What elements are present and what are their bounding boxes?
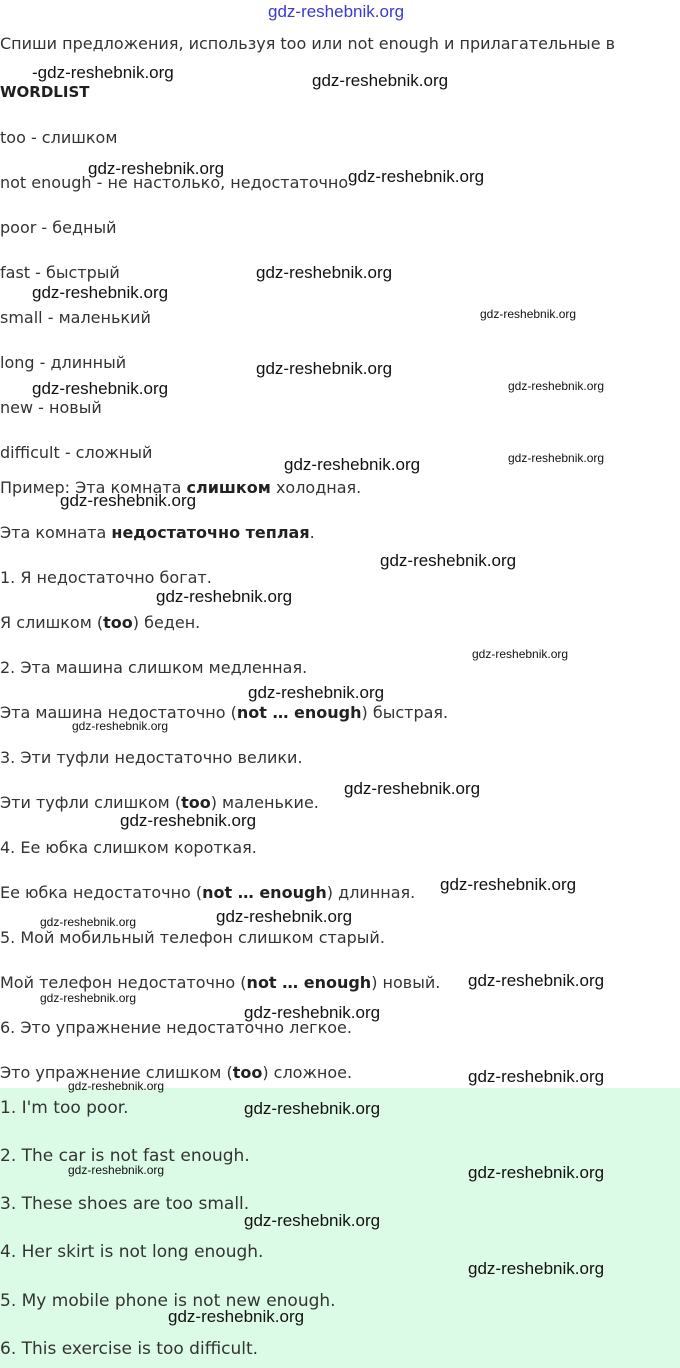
watermark: gdz-reshebnik.org [508,379,605,393]
exercise-answer-post: ) сложное. [262,1063,353,1082]
exercise-answer [0,973,440,993]
exercise-answer-bold: too [103,613,133,632]
watermark: gdz-reshebnik.org [40,991,137,1005]
watermark: gdz-reshebnik.org [72,719,169,733]
watermark: gdz-reshebnik.org [312,71,449,90]
watermark: gdz-reshebnik.org [216,907,353,926]
example-prefix: Пример: Эта комната [0,478,187,497]
watermark: -gdz-reshebnik.org [32,63,174,82]
watermark: gdz-reshebnik.org [120,811,257,830]
exercise-answer-pre: Я слишком ( [0,613,104,632]
exercise-question: 2. Эта машина слишком медленная. [0,658,308,677]
answer-line: 2. The car is not fast enough. [0,1146,250,1166]
instruction-text: Спиши предложения, используя too или not enough и прилагательные в [0,34,616,53]
answer-line: 5. My mobile phone is not new enough. [0,1291,336,1311]
exercise-answer-post: ) новый. [371,973,441,992]
watermark: gdz-reshebnik.org [248,683,385,702]
watermark: gdz-reshebnik.org [468,971,605,990]
watermark: gdz-reshebnik.org [32,283,169,302]
wordlist-item: small - маленький [0,308,151,327]
wordlist-item: fast - быстрый [0,263,120,282]
wordlist-item: poor - бедный [0,218,117,237]
watermark: gdz-reshebnik.org [472,647,569,661]
exercise-answer-post: ) длинная. [326,883,416,902]
wordlist-item: long - длинный [0,353,127,372]
answer-line: 4. Her skirt is not long enough. [0,1242,264,1262]
wordlist-item: too - слишком [0,128,118,147]
exercise-question: 3. Эти туфли недостаточно велики. [0,748,303,767]
exercise-answer-pre: Мой телефон недостаточно ( [0,973,247,992]
watermark: gdz-reshebnik.org [468,1067,605,1086]
exercise-answer-pre: Эта машина недостаточно ( [0,703,237,722]
watermark: gdz-reshebnik.org [168,1307,305,1326]
wordlist-item: not enough - не настолько, недостаточно [0,173,349,192]
watermark: gdz-reshebnik.org [348,167,485,186]
exercise-question: 6. Это упражнение недостаточно легкое. [0,1018,352,1037]
watermark: gdz-reshebnik.org [440,875,577,894]
watermark: gdz-reshebnik.org [244,1211,381,1230]
example-answer-bold: недостаточно теплая [111,523,310,542]
watermark: gdz-reshebnik.org [480,307,577,321]
answer-line: 1. I'm too poor. [0,1098,129,1118]
watermark: gdz-reshebnik.org [380,551,517,570]
exercise-answer [0,613,200,633]
watermark: gdz-reshebnik.org [244,1099,381,1118]
exercise-answer [0,793,319,813]
example-answer-line [0,523,315,543]
exercise-answer-post: ) быстрая. [361,703,449,722]
example-answer-suffix: . [309,523,315,542]
watermark: gdz-reshebnik.org [60,491,197,510]
exercise-answer-bold: not … enough [246,973,372,992]
example-answer-prefix: Эта комната [0,523,112,542]
watermark: gdz-reshebnik.org [68,1079,165,1093]
watermark: gdz-reshebnik.org [88,159,225,178]
watermark: gdz-reshebnik.org [256,359,393,378]
example-suffix: холодная. [270,478,362,497]
wordlist-heading: WORDLIST [0,83,90,101]
exercise-answer-bold: too [181,793,211,812]
watermark: gdz-reshebnik.org [32,379,169,398]
exercise-answer-post: ) маленькие. [210,793,319,812]
watermark: gdz-reshebnik.org [468,1163,605,1182]
exercise-answer-bold: too [232,1063,263,1082]
watermark: gdz-reshebnik.org [244,1003,381,1022]
exercise-answer [0,883,415,903]
answer-line: 6. This exercise is too difficult. [0,1339,259,1359]
exercise-question: 5. Мой мобильный телефон слишком старый. [0,928,385,947]
answer-line: 3. These shoes are too small. [0,1194,250,1214]
watermark: gdz-reshebnik.org [156,587,293,606]
exercise-answer-post: ) беден. [132,613,201,632]
watermark: gdz-reshebnik.org [344,779,481,798]
watermark: gdz-reshebnik.org [256,263,393,282]
exercise-answer [0,1063,352,1083]
exercise-answer-pre: Ее юбка недостаточно ( [0,883,203,902]
exercise-answer-pre: Это упражнение слишком ( [0,1063,233,1082]
wordlist-item: difficult - сложный [0,443,153,462]
exercise-question: 1. Я недостаточно богат. [0,568,212,587]
wordlist-item: new - новый [0,398,102,417]
site-header-watermark: gdz-reshebnik.org [268,2,405,21]
watermark: gdz-reshebnik.org [508,451,605,465]
exercise-answer-bold: not … enough [236,703,362,722]
exercise-answer [0,703,448,723]
watermark: gdz-reshebnik.org [68,1163,165,1177]
exercise-question: 4. Ее юбка слишком короткая. [0,838,257,857]
watermark: gdz-reshebnik.org [40,915,137,929]
example-bold: слишком [186,478,271,497]
watermark: gdz-reshebnik.org [284,455,421,474]
exercise-answer-pre: Эти туфли слишком ( [0,793,182,812]
exercise-answer-bold: not … enough [202,883,327,902]
watermark: gdz-reshebnik.org [468,1259,605,1278]
